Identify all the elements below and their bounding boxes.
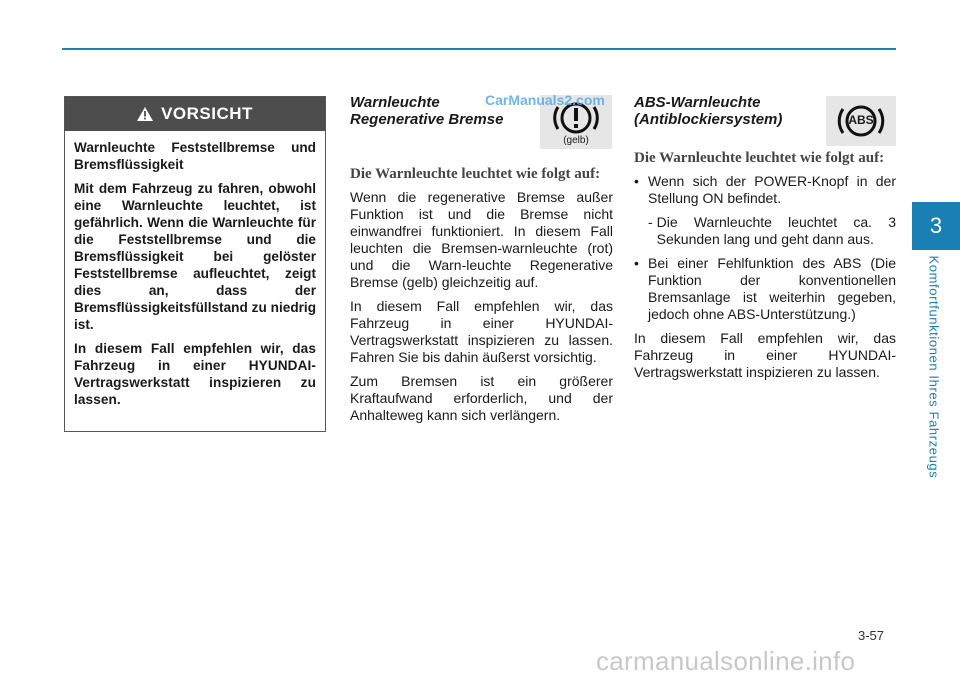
regen-subhead: Die Warnleuchte leuchtet wie folgt auf:: [350, 166, 601, 182]
abs-bullet-1-sub-text: Die Warnleuchte leuchtet ca. 3 Sekunden lang und geht dann aus.: [656, 214, 896, 247]
abs-bullet-1: [634, 173, 896, 207]
abs-bullet-1-text: Wenn sich der POWER-Knopf in der Stellung ON befindet.: [648, 173, 896, 206]
chapter-title: Komfortfunktionen Ihres Fahrzeugs: [926, 255, 942, 479]
warning-triangle-icon: [137, 107, 153, 121]
caution-text: Mit dem Fahrzeug zu fahren, obwohl eine Warnleuchte leuchtet, ist gefährlich. Wenn die Warnleuchte für die Feststellbremse und die Bremsflüssigkeit bei gelöster Feststellbremse aufleuchtet, zeigt dies an, dass der Bremsflüssigkeitsfüllstand zu niedrig ist.: [74, 181, 316, 332]
regen-icon-caption: (gelb): [563, 135, 589, 146]
top-rule: [62, 48, 896, 50]
watermark-top: CarManuals2.com: [485, 92, 605, 108]
abs-bullet-2: [634, 255, 896, 323]
caution-heading: Warnleuchte Feststellbremse und Bremsflüssigkeit: [74, 140, 316, 172]
abs-bullet-2-continuation: In diesem Fall empfehlen wir, das Fahrzeug in einer HYUNDAI-Vertragswerkstatt inspizieren zu lassen.: [634, 330, 896, 380]
caution-label: VORSICHT: [161, 104, 253, 123]
dash-icon: -: [648, 214, 653, 230]
abs-bullet-1-sub: [648, 214, 896, 248]
footer-watermark: carmanualsonline.info: [596, 646, 856, 676]
chapter-number: 3: [929, 213, 943, 238]
caution-box: [64, 96, 326, 432]
abs-subhead: Die Warnleuchte leuchtet wie folgt auf:: [634, 150, 885, 166]
caution-header: [65, 97, 325, 131]
bullet-icon: •: [634, 173, 639, 189]
regen-paragraph-3: Zum Bremsen ist ein größerer Kraftaufwand erforderlich, und der Anhalteweg kann sich verlängern.: [350, 373, 613, 423]
regen-title-line2: Regenerative Bremse: [350, 111, 504, 128]
caution-recommendation: In diesem Fall empfehlen wir, das Fahrzeug in einer HYUNDAI-Vertragswerkstatt inspizieren zu lassen.: [74, 341, 316, 407]
chapter-tab: [912, 202, 960, 250]
abs-title-line1: ABS-Warnleuchte: [634, 94, 761, 111]
abs-icon-text: ABS: [848, 113, 874, 127]
regen-paragraph-2: In diesem Fall empfehlen wir, das Fahrzeug in einer HYUNDAI-Vertragswerkstatt inspizieren zu lassen. Fahren Sie bis dahin äußerst vorsichtig.: [350, 298, 613, 365]
page-number: 3-57: [858, 628, 885, 643]
abs-bullet-2-text: Bei einer Fehlfunktion des ABS (Die Funktion der konventionellen Bremsanlage ist weiterhin gegeben, jedoch ohne ABS-Unterstützung.): [648, 255, 896, 322]
abs-icon-box: [826, 96, 896, 146]
regen-paragraph-1: Wenn die regenerative Bremse außer Funktion ist und die Bremse nicht einwandfrei funktioniert. In diesem Fall leuchten die Bremsen-warnleuchte (rot) und die Warn-leuchte Regenerative Bremse (gelb) gleichzeitig auf.: [350, 189, 613, 290]
caution-body: [65, 131, 325, 408]
chapter-side-title: [920, 256, 948, 496]
abs-title-line2: (Antiblockiersystem): [634, 111, 783, 128]
regen-title-line1: Warnleuchte: [350, 94, 440, 111]
bullet-icon: •: [634, 255, 639, 271]
